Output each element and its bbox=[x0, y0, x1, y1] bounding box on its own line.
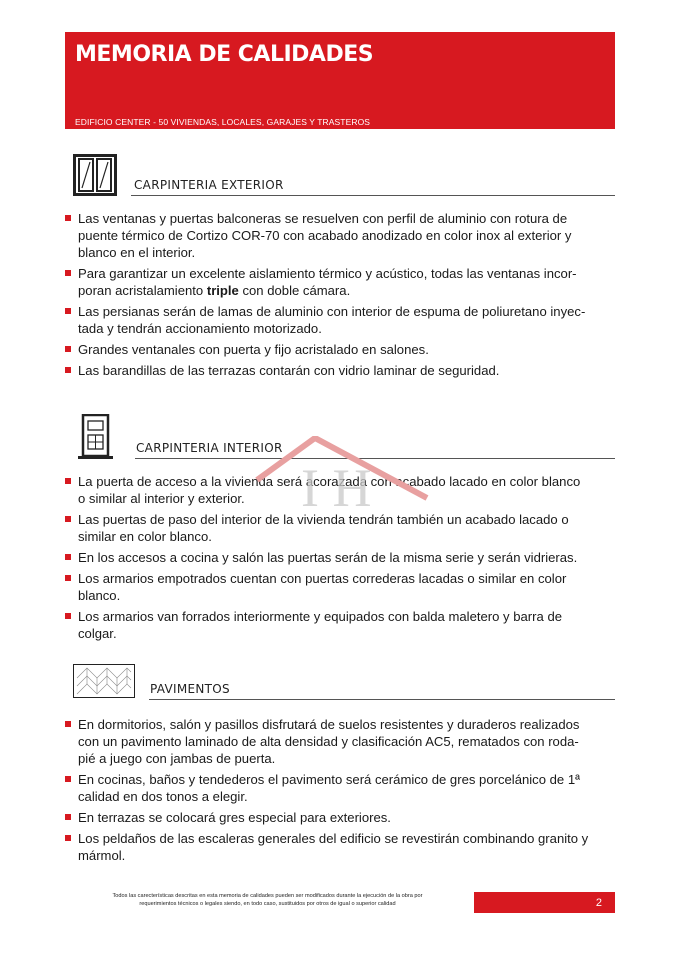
list-item: En terrazas se colocará gres especial para exteriores. bbox=[63, 809, 615, 826]
parquet-floor-icon bbox=[73, 664, 135, 698]
list-item: Los peldaños de las escaleras generales del edificio se revestirán combinando granito y mármol. bbox=[63, 830, 615, 864]
page-title: MEMORIA DE CALIDADES bbox=[75, 42, 374, 67]
footer-disclaimer bbox=[70, 892, 465, 908]
list-item: Los armarios van forrados interiormente y equipados con balda maletero y barra de colgar. bbox=[63, 608, 615, 642]
footer-disclaimer-line: Todos las carecterísticas descritas en esta memoria de calidades pueden ser modificados durante la ejecución de la obra por bbox=[112, 893, 423, 899]
section-title: CARPINTERIA INTERIOR bbox=[136, 441, 283, 455]
bullet-square-icon bbox=[65, 575, 71, 581]
bullet-square-icon bbox=[65, 776, 71, 782]
bullet-square-icon bbox=[65, 215, 71, 221]
section-list bbox=[63, 473, 615, 642]
bullet-square-icon bbox=[65, 516, 71, 522]
section-carpinteria-interior bbox=[63, 414, 615, 646]
list-item: Las puertas de paso del interior de la vivienda tendrán también un acabado lacado o similar en color blanco. bbox=[63, 511, 615, 545]
list-item: Grandes ventanales con puerta y fijo acristalado en salones. bbox=[63, 341, 615, 358]
section-list bbox=[63, 716, 615, 864]
bullet-square-icon bbox=[65, 308, 71, 314]
page-header bbox=[65, 32, 615, 129]
section-pavimentos bbox=[63, 664, 615, 868]
list-item: Para garantizar un excelente aislamiento térmico y acústico, todas las ventanas incor- poran acristalamiento triple con doble cámara. bbox=[63, 265, 615, 299]
bullet-square-icon bbox=[65, 613, 71, 619]
page-subtitle: EDIFICIO CENTER - 50 VIVIENDAS, LOCALES, GARAJES Y TRASTEROS bbox=[75, 117, 371, 127]
section-header bbox=[63, 154, 615, 196]
bullet-square-icon bbox=[65, 346, 71, 352]
bullet-square-icon bbox=[65, 367, 71, 373]
window-icon bbox=[73, 154, 117, 196]
list-item: Las barandillas de las terrazas contarán con vidrio laminar de seguridad. bbox=[63, 362, 615, 379]
footer-disclaimer-line: requerimientos técnicos o legales siendo, en todo caso, sustituidos por otros de igual o superior calidad bbox=[139, 901, 396, 907]
section-divider bbox=[131, 195, 615, 196]
section-carpinteria-exterior bbox=[63, 154, 615, 383]
list-item: En cocinas, baños y tendederos el pavimento será cerámico de gres porcelánico de 1ª calidad en dos tonos a elegir. bbox=[63, 771, 615, 805]
watermark-text: I H bbox=[301, 458, 372, 518]
section-divider bbox=[135, 458, 615, 459]
bullet-square-icon bbox=[65, 554, 71, 560]
section-header bbox=[63, 414, 615, 459]
section-divider bbox=[149, 699, 615, 700]
page-number-box bbox=[474, 892, 615, 913]
bullet-square-icon bbox=[65, 814, 71, 820]
bullet-square-icon bbox=[65, 835, 71, 841]
section-title: CARPINTERIA EXTERIOR bbox=[134, 178, 284, 192]
bullet-square-icon bbox=[65, 270, 71, 276]
bullet-square-icon bbox=[65, 478, 71, 484]
list-item: Los armarios empotrados cuentan con puertas correderas lacadas o similar en color blanco. bbox=[63, 570, 615, 604]
section-title: PAVIMENTOS bbox=[150, 682, 230, 696]
section-list bbox=[63, 210, 615, 379]
list-item: Las persianas serán de lamas de aluminio con interior de espuma de poliuretano inyec- tada y tendrán accionamiento motorizado. bbox=[63, 303, 615, 337]
list-item: Las ventanas y puertas balconeras se resuelven con perfil de aluminio con rotura de puente térmico de Cortizo COR-70 con acabado anodizado en color inox al exterior y blanco en el interior. bbox=[63, 210, 615, 261]
door-icon bbox=[73, 414, 117, 460]
list-item: En dormitorios, salón y pasillos disfrutará de suelos resistentes y duraderos realizados con un pavimento laminado de alta densidad y clasificación AC5, rematados con roda- pié a juego con jambas de puerta. bbox=[63, 716, 615, 767]
page-number: 2 bbox=[595, 897, 602, 909]
list-item: La puerta de acceso a la vivienda será acorazada con acabado lacado en color blanco o similar al interior y exterior. bbox=[63, 473, 615, 507]
section-header bbox=[63, 664, 615, 700]
bullet-square-icon bbox=[65, 721, 71, 727]
list-item: En los accesos a cocina y salón las puertas serán de la misma serie y serán vidrieras. bbox=[63, 549, 615, 566]
